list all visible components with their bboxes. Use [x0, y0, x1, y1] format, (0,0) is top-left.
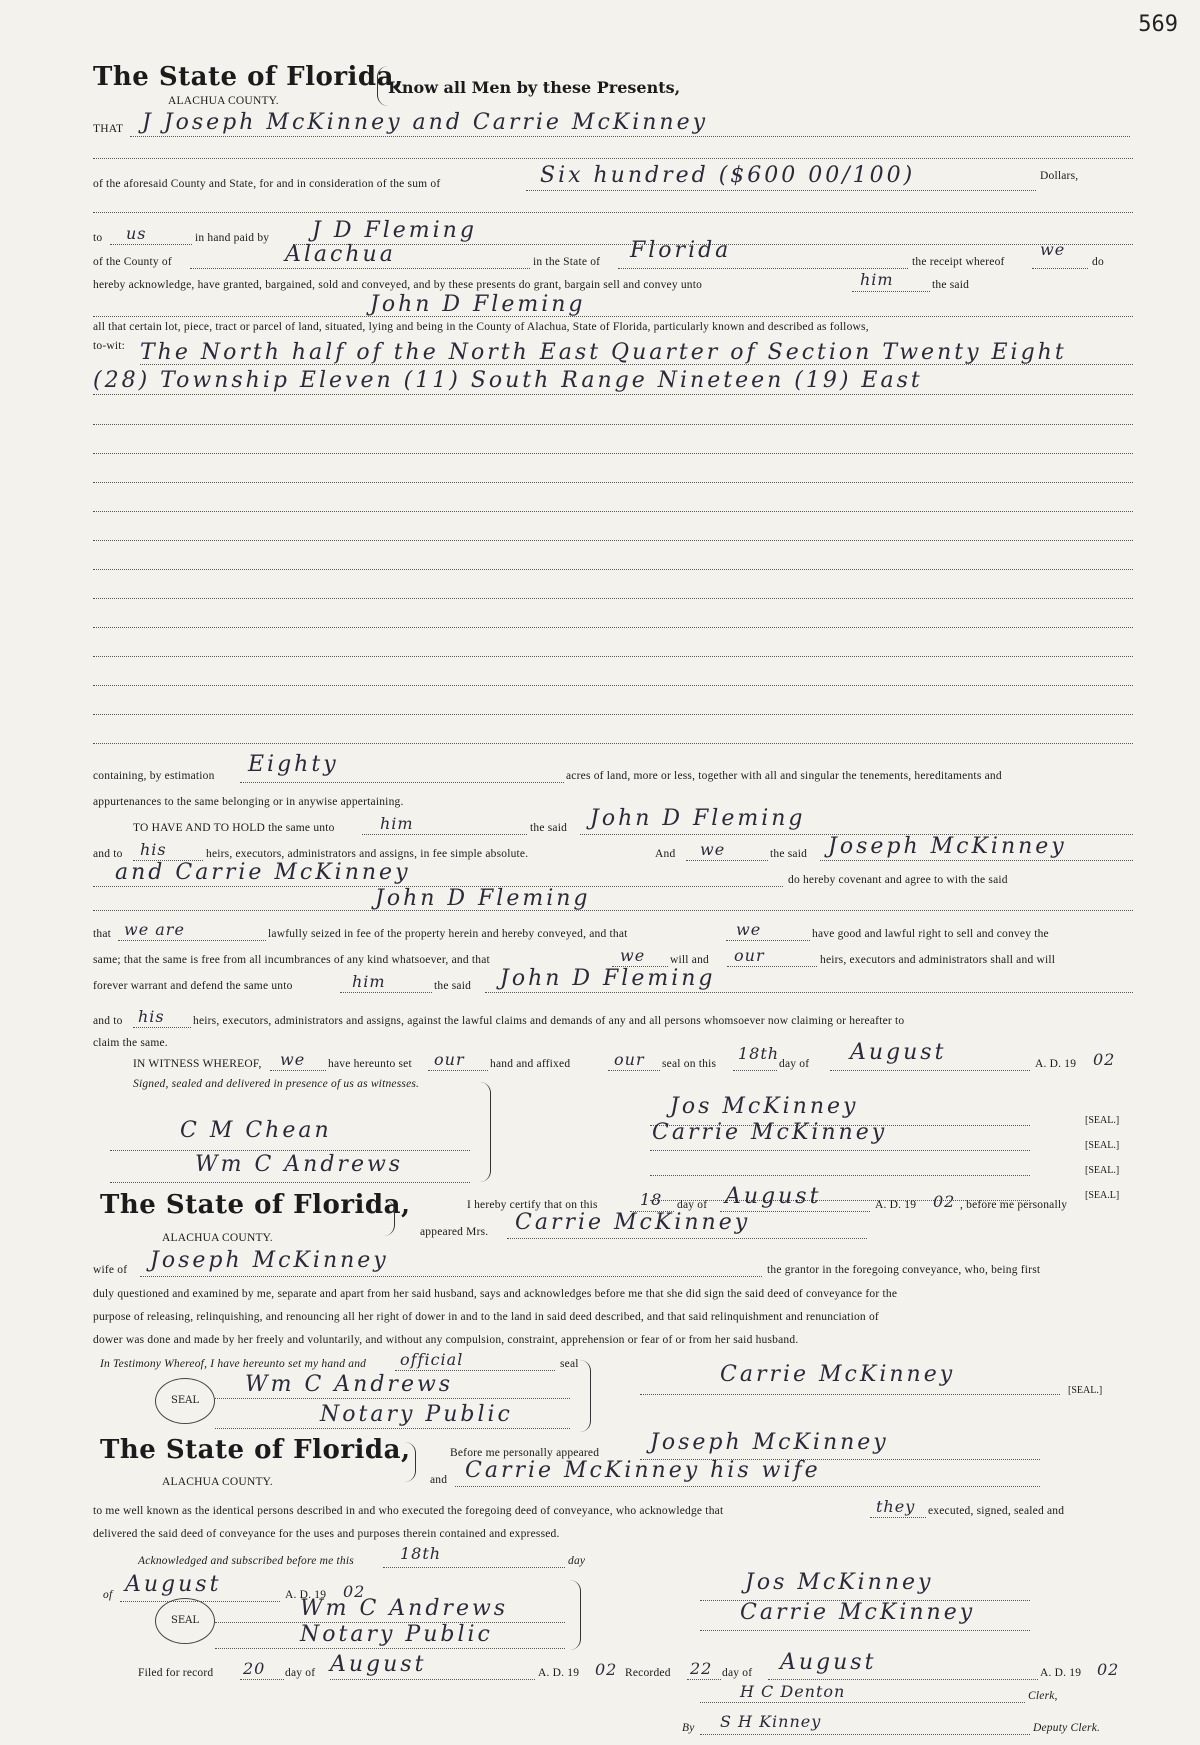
ad-label-3: A. D. 19: [285, 1589, 327, 1601]
para-3: dower was done and made by her freely and voluntarily, and without any compulsion, constraint, apprehension or fear of or from her said husband.: [93, 1334, 799, 1346]
rule-line: [93, 598, 1133, 599]
rule-line: [215, 1648, 565, 1649]
rule-line: [93, 482, 1133, 483]
rule-line: [190, 268, 530, 269]
rule-line: [455, 1486, 1040, 1487]
rule-line: [686, 860, 768, 861]
ad-label: A. D. 19: [1035, 1058, 1077, 1070]
filed-month-handwritten: August: [330, 1652, 427, 1677]
receipt-whereof: the receipt whereof: [912, 256, 1005, 268]
of-label-3: of: [103, 1589, 113, 1601]
clerk-handwritten: H C Denton: [740, 1682, 846, 1701]
state-handwritten: Florida: [630, 238, 732, 263]
rule-line: [93, 158, 1133, 159]
rule-line: [215, 1428, 570, 1429]
wife-handwritten: Joseph McKinney: [150, 1248, 389, 1273]
signature-carrie: Carrie McKinney: [720, 1362, 956, 1387]
rule-line: [110, 1150, 470, 1151]
filed-day-handwritten: 20: [243, 1659, 266, 1678]
rule-line: [830, 1070, 1030, 1071]
rule-line: [733, 1070, 777, 1071]
rule-line: [507, 1238, 867, 1239]
day-of-text-2: day of: [677, 1199, 708, 1211]
will-handwritten: we: [620, 946, 646, 965]
year-handwritten-2: 02: [933, 1192, 956, 1211]
description-line-1: The North half of the North East Quarter of Section Twenty Eight: [140, 340, 1067, 365]
paid-by-handwritten: J D Fleming: [312, 218, 477, 243]
rule-line: [110, 1182, 470, 1183]
sum-handwritten: Six hundred ($600 00/100): [540, 163, 916, 188]
free-text: same; that the same is free from all incumbrances of any kind whatsoever, and that: [93, 954, 490, 966]
rec-month-handwritten: August: [780, 1650, 877, 1675]
rec-day-handwritten: 22: [690, 1659, 713, 1678]
notary-title-2: Notary Public: [320, 1402, 513, 1427]
hand-handwritten: our: [434, 1050, 465, 1069]
para-1: duly questioned and examined by me, separate and apart from her said husband, says and acknowledges before me that she did sign the said deed of conveyance for the: [93, 1288, 898, 1300]
notary-seal-stamp: SEAL: [155, 1378, 215, 1424]
rule-line: [608, 1070, 660, 1071]
county-label: ALACHUA COUNTY.: [168, 95, 279, 107]
rule-line: [110, 244, 192, 245]
covenant-grantor-2-handwritten: and Carrie McKinney: [115, 860, 411, 885]
rule-line: [93, 685, 1133, 686]
before-me-text: , before me personally: [960, 1199, 1068, 1211]
rule-line: [700, 1734, 1030, 1735]
claim-same-text: claim the same.: [93, 1037, 168, 1049]
in-hand-paid: in hand paid by: [195, 232, 270, 244]
consideration-text: of the aforesaid County and State, for and in consideration of the sum of: [93, 178, 441, 190]
rule-line: [93, 540, 1133, 541]
rule-line: [330, 1679, 535, 1680]
exec-text: heirs, executors and administrators shall and will: [820, 954, 1056, 966]
clerk-label: Clerk,: [1028, 1690, 1058, 1702]
covenant-text: do hereby covenant and agree to with the said: [788, 874, 1008, 886]
seal-handwritten: our: [614, 1050, 645, 1069]
to-handwritten: us: [126, 224, 147, 243]
good-text: have good and lawful right to sell and convey the: [812, 928, 1049, 940]
rule-line: [383, 1567, 565, 1568]
appeared-2-handwritten: Carrie McKinney his wife: [465, 1458, 821, 1483]
dollars-label: Dollars,: [1040, 170, 1079, 182]
rule-line: [93, 743, 1133, 744]
page-number: 569: [1138, 12, 1178, 37]
have-set-text: have hereunto set: [328, 1058, 412, 1070]
witness-we-handwritten: we: [280, 1050, 306, 1069]
year-handwritten: 02: [1093, 1050, 1116, 1069]
rule-line: [485, 992, 1133, 993]
they-handwritten: they: [876, 1497, 916, 1516]
county-handwritten: Alachua: [285, 242, 396, 267]
covenant-grantee-handwritten: John D Fleming: [375, 886, 591, 911]
seized-handwritten: we are: [124, 920, 185, 939]
rule-line: [118, 940, 266, 941]
filed-ad: A. D. 19: [538, 1667, 580, 1679]
filed-year-handwritten: 02: [595, 1660, 618, 1679]
unto-handwritten: him: [860, 270, 894, 289]
and-handwritten: we: [700, 840, 726, 859]
year-handwritten-3: 02: [343, 1582, 366, 1601]
day-handwritten: 18th: [738, 1044, 780, 1063]
notary-name-3: Wm C Andrews: [300, 1596, 509, 1621]
receipt-handwritten: we: [1040, 240, 1066, 259]
our-handwritten: our: [734, 946, 765, 965]
hand-and-text: hand and affixed: [490, 1058, 571, 1070]
para-2: purpose of releasing, relinquishing, and renouncing all her right of dower in and to the land in said deed described, and that said relinquishment and renunciation of: [93, 1311, 879, 1323]
acknowledged-text: Acknowledged and subscribed before me this: [138, 1555, 354, 1567]
rule-line: [93, 714, 1133, 715]
rec-day-of: day of: [722, 1667, 753, 1679]
month-handwritten-3: August: [125, 1572, 222, 1597]
rule-line: [215, 1398, 570, 1399]
day-handwritten-2: 18: [640, 1190, 663, 1209]
have-handwritten: him: [380, 814, 414, 833]
state-of: in the State of: [533, 256, 601, 268]
description-line-2: (28) Township Eleven (11) South Range Nineteen (19) East: [93, 368, 923, 393]
lawful-claims-text: heirs, executors, administrators and assigns, against the lawful claims and demands of any and all persons whomsoever now claiming or hereafter to: [193, 1015, 905, 1027]
have-grantee-handwritten: John D Fleming: [590, 806, 806, 831]
rule-line: [240, 782, 564, 783]
rule-line: [340, 992, 432, 993]
rule-line: [768, 1679, 1038, 1680]
rule-line: [640, 1394, 1060, 1395]
signature-jos-2: Jos McKinney: [745, 1570, 934, 1595]
the-said-2: the said: [530, 822, 568, 834]
forever-grantee-handwritten: John D Fleming: [500, 966, 716, 991]
county-of: of the County of: [93, 256, 172, 268]
rule-line: [870, 1517, 926, 1518]
rule-line: [700, 1630, 1030, 1631]
rule-line: [240, 1679, 284, 1680]
that-label: THAT: [93, 123, 124, 135]
the-said-4: the said: [434, 980, 472, 992]
rule-line: [700, 1702, 1025, 1703]
acres-text: acres of land, more or less, together with all and singular the tenements, hereditaments and: [566, 770, 1002, 782]
his2-handwritten: his: [138, 1007, 165, 1026]
rule-line: [93, 910, 1133, 911]
and-to-label: and to: [93, 848, 123, 860]
notary-seal-stamp-2: SEAL: [155, 1598, 215, 1644]
the-said-3: the said: [770, 848, 808, 860]
notary-title-3: Notary Public: [300, 1622, 493, 1647]
acknowledge-text: hereby acknowledge, have granted, bargained, sold and conveyed, and by these presents do grant, bargain sell and convey unto: [93, 279, 703, 291]
acres-handwritten: Eighty: [248, 752, 339, 777]
rule-line: [93, 511, 1133, 512]
appurtenances-text: appurtenances to the same belonging or in anywise appertaining.: [93, 796, 404, 808]
day-of-text: day of: [779, 1058, 810, 1070]
official-handwritten: official: [400, 1350, 464, 1369]
rule-line: [650, 1175, 1030, 1176]
seal-label-4: [SEA.L]: [1085, 1190, 1120, 1201]
rule-line: [140, 1276, 762, 1277]
rule-line: [93, 569, 1133, 570]
brace: [570, 1580, 581, 1650]
signature-1: Jos McKinney: [670, 1094, 859, 1119]
witness-1: C M Chean: [180, 1118, 332, 1143]
rule-line: [270, 1070, 326, 1071]
state-heading-3: The State of Florida,: [100, 1435, 411, 1465]
rec-ad: A. D. 19: [1040, 1667, 1082, 1679]
rule-line: [93, 212, 1133, 213]
wife-of-label: wife of: [93, 1264, 128, 1276]
seal-label-5: [SEAL.]: [1068, 1385, 1103, 1396]
notary-name-2: Wm C Andrews: [245, 1372, 454, 1397]
signed-sealed-text: Signed, sealed and delivered in presence of us as witnesses.: [133, 1078, 420, 1090]
day-label-3: day: [568, 1555, 586, 1567]
rule-line: [93, 627, 1133, 628]
the-said-label: the said: [932, 279, 970, 291]
that-label-2: that: [93, 928, 112, 940]
delivered-text: delivered the said deed of conveyance for the uses and purposes therein contained and expressed.: [93, 1528, 560, 1540]
grantor-text: the grantor in the foregoing conveyance, who, being first: [767, 1264, 1041, 1276]
rule-line: [428, 1070, 488, 1071]
rule-line: [93, 424, 1133, 425]
filed-label: Filed for record: [138, 1667, 214, 1679]
brace: [480, 1082, 491, 1182]
to-have-label: TO HAVE AND TO HOLD the same unto: [133, 822, 335, 834]
to-wit: to-wit:: [93, 340, 126, 352]
appeared-handwritten: Carrie McKinney: [515, 1210, 751, 1235]
state-heading-2: The State of Florida,: [100, 1190, 411, 1220]
deputy-clerk-label: Deputy Clerk.: [1033, 1722, 1101, 1734]
rule-line: [130, 136, 1130, 137]
rule-line: [618, 268, 908, 269]
certify-text: I hereby certify that on this: [467, 1199, 598, 1211]
know-all-men: Know all Men by these Presents,: [388, 78, 681, 97]
all-that-text: all that certain lot, piece, tract or parcel of land, situated, lying and being in the County of Alachua, State of Florida, particularly known and described as follows,: [93, 321, 869, 333]
rule-line: [687, 1679, 721, 1680]
seal-word: seal: [560, 1358, 579, 1370]
filed-day-of: day of: [285, 1667, 316, 1679]
brace: [377, 66, 388, 106]
month-handwritten-2: August: [725, 1184, 822, 1209]
deputy-handwritten: S H Kinney: [720, 1712, 822, 1731]
seized-text: lawfully seized in fee of the property herein and hereby conveyed, and that: [268, 928, 628, 940]
rule-line: [727, 966, 817, 967]
rule-line: [395, 1370, 555, 1371]
do-label: do: [1092, 256, 1104, 268]
rule-line: [526, 190, 1036, 191]
and-label: And: [655, 848, 676, 860]
to-label: to: [93, 232, 103, 244]
containing-label: containing, by estimation: [93, 770, 215, 782]
seal-label-1: [SEAL.]: [1085, 1115, 1120, 1126]
rule-line: [93, 656, 1133, 657]
seal-on-text: seal on this: [662, 1058, 717, 1070]
signature-carrie-2: Carrie McKinney: [740, 1600, 976, 1625]
rule-line: [93, 394, 1133, 395]
rule-line: [93, 316, 1133, 317]
county-label-2: ALACHUA COUNTY.: [162, 1232, 273, 1244]
rule-line: [650, 1150, 1030, 1151]
heirs-handwritten: his: [140, 840, 167, 859]
rule-line: [1032, 268, 1088, 269]
witness-2: Wm C Andrews: [195, 1152, 404, 1177]
will-text: will and: [670, 954, 709, 966]
rule-line: [726, 940, 810, 941]
county-label-3: ALACHUA COUNTY.: [162, 1476, 273, 1488]
brace: [384, 1200, 395, 1236]
in-witness-label: IN WITNESS WHEREOF,: [133, 1058, 262, 1070]
appeared-label: appeared Mrs.: [420, 1226, 489, 1238]
good-handwritten: we: [736, 920, 762, 939]
testimony-text: In Testimony Whereof, I have hereunto set my hand and: [100, 1358, 367, 1370]
brace: [580, 1360, 591, 1432]
and-to-label-2: and to: [93, 1015, 123, 1027]
rule-line: [133, 1027, 191, 1028]
rule-line: [852, 291, 930, 292]
day-handwritten-3: 18th: [400, 1544, 442, 1563]
seal-label-2: [SEAL.]: [1085, 1140, 1120, 1151]
by-label: By: [682, 1722, 695, 1734]
month-handwritten: August: [850, 1040, 947, 1065]
heirs-text: heirs, executors, administrators and assigns, in fee simple absolute.: [206, 848, 529, 860]
known-text: to me well known as the identical persons described in and who executed the foregoing deed of conveyance, who acknowledge that: [93, 1505, 724, 1517]
recorded-label: Recorded: [625, 1667, 671, 1679]
state-heading: The State of Florida,: [93, 62, 404, 92]
forever-handwritten: him: [352, 972, 386, 991]
and-label-3: and: [430, 1474, 448, 1486]
seal-label-3: [SEAL.]: [1085, 1165, 1120, 1176]
rec-year-handwritten: 02: [1097, 1660, 1120, 1679]
rule-line: [362, 834, 527, 835]
forever-text: forever warrant and defend the same unto: [93, 980, 293, 992]
before-me-appeared: Before me personally appeared: [450, 1447, 600, 1459]
rule-line: [93, 453, 1133, 454]
rule-line: [140, 364, 1133, 365]
grantee-handwritten: John D Fleming: [370, 292, 586, 317]
ad-label-2: A. D. 19: [875, 1199, 917, 1211]
covenant-grantor-handwritten: Joseph McKinney: [828, 834, 1067, 859]
brace: [405, 1442, 416, 1482]
signature-2: Carrie McKinney: [652, 1120, 888, 1145]
rule-line: [820, 860, 1133, 861]
executed-text: executed, signed, sealed and: [928, 1505, 1065, 1517]
grantors-handwritten: J Joseph McKinney and Carrie McKinney: [142, 110, 709, 135]
appeared-1-handwritten: Joseph McKinney: [650, 1430, 889, 1455]
